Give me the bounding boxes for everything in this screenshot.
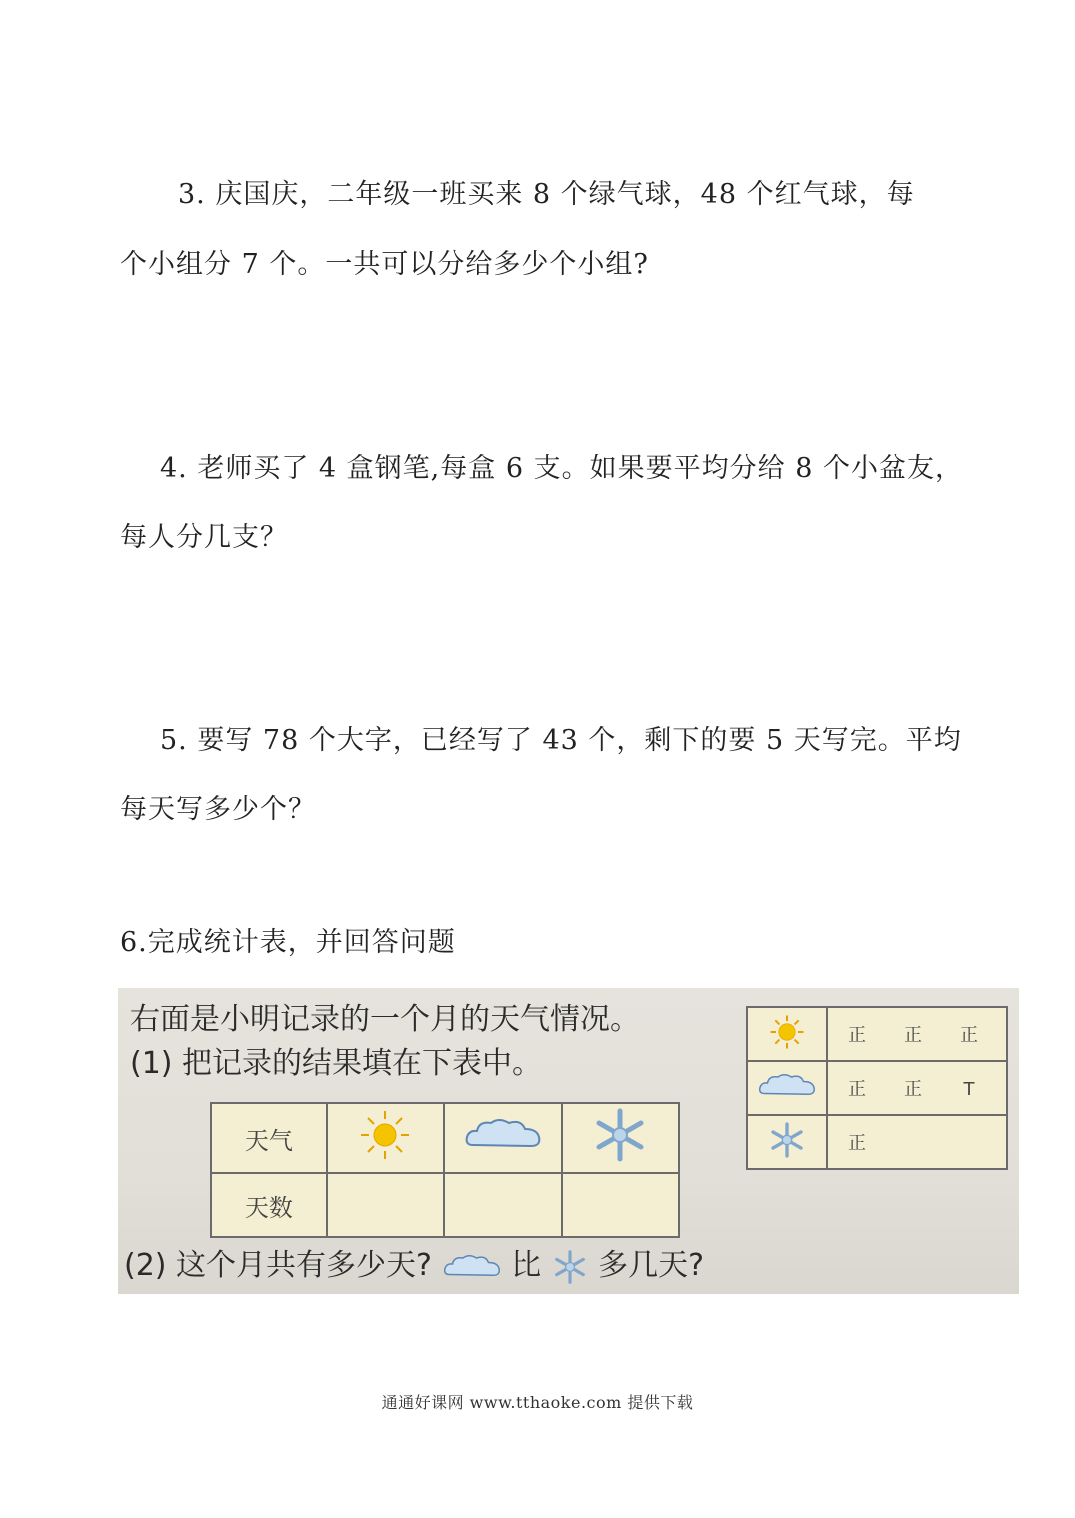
question-2-end: 多几天? (598, 1248, 705, 1283)
tally-snow-marks (827, 1115, 1007, 1169)
snow-cell (562, 1103, 679, 1173)
tally-sun-marks (827, 1007, 1007, 1061)
photo-intro-text: 右面是小明记录的一个月的天气情况。 (130, 1002, 640, 1037)
question-5-line-1: 5. 要写 78 个大字，已经写了 43 个，剩下的要 5 天写完。平均 (160, 725, 962, 756)
tally-sun-cell (747, 1007, 827, 1061)
snow-days-cell (562, 1173, 679, 1237)
cloud-cell (444, 1103, 562, 1173)
textbook-photo (118, 988, 1019, 1294)
question-4-line-2: 每人分几支？ (120, 522, 288, 553)
tally-record-table (746, 1006, 1008, 1170)
photo-question-2 (124, 1240, 704, 1286)
sun-icon (353, 1107, 417, 1163)
compare-word: 比 (511, 1248, 542, 1283)
tally-mark: 正 (848, 1079, 866, 1100)
question-6-title: 6.完成统计表，并回答问题 (120, 927, 456, 958)
sun-days-cell (327, 1173, 444, 1237)
question-3-line-2: 个小组分 7 个。一共可以分给多少个小组? (120, 249, 649, 280)
tally-mark: 正 (848, 1133, 866, 1154)
question-3-line-1: 3. 庆国庆，二年级一班买来 8 个绿气球，48 个红气球，每 (178, 179, 915, 210)
tally-mark: T (963, 1079, 975, 1100)
sun-cell (327, 1103, 444, 1173)
sun-icon (765, 1012, 809, 1052)
tally-cloud-cell (747, 1061, 827, 1115)
tally-mark: 正 (904, 1025, 922, 1046)
tally-mark: 正 (848, 1025, 866, 1046)
weather-stats-table (210, 1102, 680, 1238)
snow-icon (590, 1105, 650, 1165)
question-5-line-2: 每天写多少个？ (120, 794, 316, 825)
cloud-icon (463, 1115, 543, 1155)
cloud-days-cell (444, 1173, 562, 1237)
tally-cloud-marks (827, 1061, 1007, 1115)
question-2-text: (2) 这个月共有多少天? (124, 1248, 432, 1283)
snow-icon (767, 1120, 807, 1160)
cloud-icon (442, 1252, 502, 1282)
footer-text: 通通好课网 www.tthaoke.com 提供下载 (381, 1393, 694, 1412)
cloud-icon (757, 1071, 817, 1101)
snow-icon (551, 1248, 589, 1286)
tally-mark: 正 (960, 1025, 978, 1046)
weather-label-cell: 天气 (211, 1103, 327, 1173)
question-4-line-1: 4. 老师买了 4 盒钢笔,每盒 6 支。如果要平均分给 8 个小盆友， (160, 453, 963, 484)
tally-mark: 正 (904, 1079, 922, 1100)
photo-question-1: (1) 把记录的结果填在下表中。 (130, 1046, 543, 1081)
tally-snow-cell (747, 1115, 827, 1169)
days-label-cell: 天数 (211, 1173, 327, 1237)
